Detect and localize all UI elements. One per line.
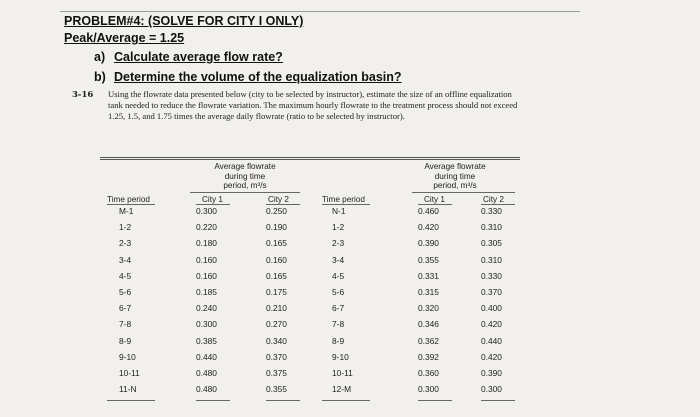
question-b-text: Determine the volume of the equalization basin? <box>114 70 402 84</box>
right-group-header-underline <box>412 192 515 193</box>
left-period-underline <box>107 204 155 205</box>
table-cell-city2: 0.440 <box>481 335 502 346</box>
left-city1-underline <box>196 204 230 205</box>
left-group-header-underline <box>190 192 300 193</box>
right-period-underline <box>322 204 370 205</box>
left-period-bottom-rule <box>107 400 155 401</box>
table-cell-city1: 0.420 <box>418 222 439 233</box>
table-cell-city1: 0.315 <box>418 287 439 297</box>
table-cell-city2: 0.355 <box>266 384 287 395</box>
table-cell-period: 10-11 <box>119 368 140 378</box>
table-cell-city1: 0.300 <box>196 319 217 330</box>
table-cell-city2: 0.165 <box>266 270 287 281</box>
table-cell-city1: 0.300 <box>196 206 217 216</box>
table-cell-city2: 0.310 <box>481 222 502 233</box>
question-a-text: Calculate average flow rate? <box>114 50 283 64</box>
table-cell-period: N-1 <box>332 206 346 216</box>
table-cell-city2: 0.175 <box>266 287 287 297</box>
question-a-label: a) <box>94 50 106 64</box>
table-cell-city2: 0.375 <box>266 368 287 378</box>
table-cell-city1: 0.460 <box>418 206 439 216</box>
peak-average-ratio: Peak/Average = 1.25 <box>64 31 185 45</box>
question-b-label: b) <box>94 70 106 84</box>
right-group-header-line: during time <box>434 171 476 181</box>
table-cell-city2: 0.305 <box>481 238 502 249</box>
table-cell-period: 5-6 <box>119 287 132 297</box>
table-cell-city1: 0.362 <box>418 335 439 346</box>
table-cell-city2: 0.370 <box>481 287 502 297</box>
table-cell-period: 10-11 <box>332 368 353 378</box>
left-city1-bottom-rule <box>196 400 230 401</box>
table-cell-city2: 0.390 <box>481 368 502 378</box>
table-cell-city2: 0.340 <box>266 335 287 346</box>
problem-statement: Using the flowrate data presented below (city to be selected by instructor), estimate the size of an offline equalization tank needed to reduce the flowrate variation. The maximum hourly flowrate to the treatment process should not exceed 1.25, 1.5, and 1.75 times the average daily flowrate (ratio to be selected by instructor). <box>108 89 518 122</box>
left-col-header-period: Time period <box>107 195 150 204</box>
table-cell-city1: 0.440 <box>196 351 217 362</box>
table-cell-city1: 0.331 <box>418 270 439 281</box>
table-cell-period: 1-2 <box>332 222 345 233</box>
table-cell-city1: 0.480 <box>196 368 217 378</box>
table-cell-period: 3-4 <box>119 254 132 265</box>
left-col-header-city1: City 1 <box>202 195 223 204</box>
table-cell-city1: 0.240 <box>196 303 217 314</box>
table-cell-period: 4-5 <box>332 270 345 281</box>
table-cell-city1: 0.392 <box>418 351 439 362</box>
table-cell-period: 3-4 <box>332 254 345 265</box>
table-cell-city1: 0.220 <box>196 222 217 233</box>
table-cell-period: M-1 <box>119 206 134 216</box>
table-cell-period: 1-2 <box>119 222 132 233</box>
table-cell-city1: 0.180 <box>196 238 217 249</box>
table-cell-period: 2-3 <box>332 238 345 249</box>
table-cell-period: 8-9 <box>119 335 132 346</box>
table-cell-period: 11-N <box>119 384 137 395</box>
right-city2-underline <box>481 204 515 205</box>
right-group-header-line: period, m³/s <box>433 181 477 190</box>
table-cell-city1: 0.480 <box>196 384 217 395</box>
table-cell-city2: 0.420 <box>481 351 502 362</box>
left-city2-underline <box>266 204 300 205</box>
left-group-header-line: period, m³/s <box>223 181 267 190</box>
table-cell-period: 4-5 <box>119 270 132 281</box>
table-cell-city2: 0.250 <box>266 206 287 216</box>
table-cell-period: 6-7 <box>119 303 132 314</box>
table-cell-city1: 0.320 <box>418 303 439 314</box>
left-col-header-city2: City 2 <box>268 195 289 204</box>
right-col-header-city1: City 1 <box>424 195 445 204</box>
right-period-bottom-rule <box>322 400 370 401</box>
right-city2-bottom-rule <box>481 400 515 401</box>
right-city1-underline <box>418 204 452 205</box>
table-cell-period: 2-3 <box>119 238 132 249</box>
table-cell-period: 7-8 <box>332 319 345 330</box>
table-cell-city1: 0.360 <box>418 368 439 378</box>
table-cell-city2: 0.270 <box>266 319 287 330</box>
table-cell-city2: 0.190 <box>266 222 287 233</box>
top-divider <box>60 11 580 12</box>
table-top-rule-double <box>100 159 520 160</box>
table-cell-city2: 0.330 <box>481 206 502 216</box>
table-cell-city2: 0.210 <box>266 303 287 314</box>
table-cell-period: 9-10 <box>332 351 349 362</box>
table-cell-period: 8-9 <box>332 335 345 346</box>
left-group-header-line: Average flowrate <box>214 162 276 171</box>
table-cell-city2: 0.400 <box>481 303 502 314</box>
table-cell-city1: 0.390 <box>418 238 439 249</box>
table-cell-period: 12-M <box>332 384 352 395</box>
right-col-header-city2: City 2 <box>483 195 504 204</box>
left-group-header-line: during time <box>224 171 266 181</box>
problem-number: 3-16 <box>72 90 94 100</box>
table-cell-period: 7-8 <box>119 319 132 330</box>
right-city1-bottom-rule <box>418 400 452 401</box>
table-cell-city1: 0.385 <box>196 335 217 346</box>
table-cell-city1: 0.346 <box>418 319 439 330</box>
table-cell-city1: 0.300 <box>418 384 439 395</box>
right-group-header-line: Average flowrate <box>424 162 486 171</box>
table-cell-city2: 0.160 <box>266 254 287 265</box>
table-cell-city1: 0.185 <box>196 287 217 297</box>
table-cell-city2: 0.370 <box>266 351 287 362</box>
left-city2-bottom-rule <box>266 400 300 401</box>
table-cell-city2: 0.310 <box>481 254 502 265</box>
table-cell-city1: 0.355 <box>418 254 439 265</box>
table-cell-period: 5-6 <box>332 287 345 297</box>
table-cell-city2: 0.420 <box>481 319 502 330</box>
table-cell-city2: 0.165 <box>266 238 287 249</box>
right-col-header-period: Time period <box>322 195 365 204</box>
table-top-rule <box>100 157 520 158</box>
problem-title: PROBLEM#4: (SOLVE FOR CITY I ONLY) <box>64 14 304 28</box>
table-cell-period: 6-7 <box>332 303 345 314</box>
table-cell-period: 9-10 <box>119 351 136 362</box>
table-cell-city2: 0.300 <box>481 384 502 395</box>
table-cell-city1: 0.160 <box>196 270 217 281</box>
table-cell-city2: 0.330 <box>481 270 502 281</box>
table-cell-city1: 0.160 <box>196 254 217 265</box>
